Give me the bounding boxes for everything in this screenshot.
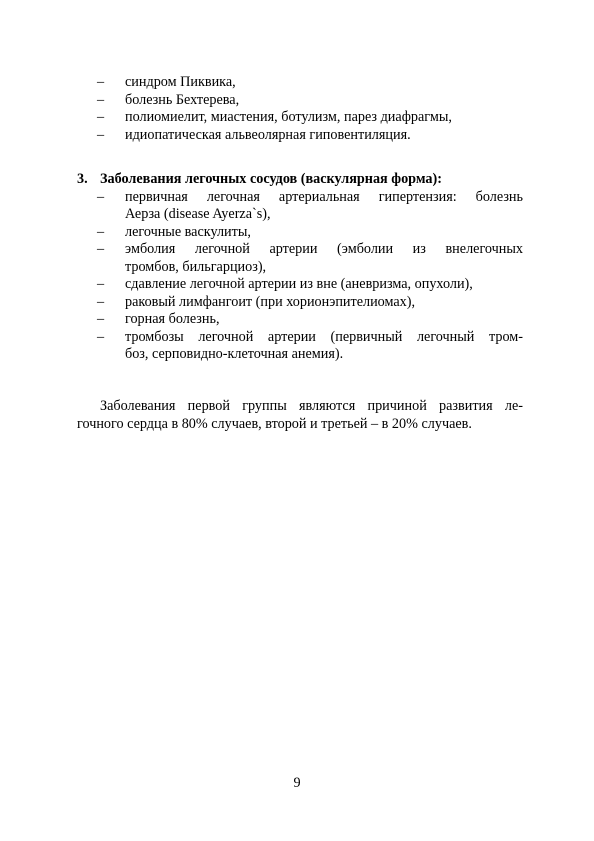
list-item <box>77 109 523 127</box>
list-item-line: тромбозы легочной артерии (первичный легочный тром- <box>125 328 523 345</box>
list-item-line: легочные васкулиты, <box>125 223 251 240</box>
list-item-line: боз, серповидно-клеточная анемия). <box>125 346 344 362</box>
list-item-text: идиопатическая альвеолярная гиповентиляция. <box>125 126 411 143</box>
dash-marker: – <box>97 74 105 90</box>
list-item <box>77 224 523 242</box>
list-item-line: сдавление легочной артерии из вне (аневризма, опухоли), <box>125 276 473 292</box>
list-item-text: болезнь Бехтерева, <box>125 91 240 108</box>
list-item-line: эмболия легочной артерии (эмболии из внелегочных <box>125 241 523 257</box>
list-item <box>77 311 523 329</box>
list-item-line: первичная легочная артериальная гипертензия: болезнь <box>125 188 523 205</box>
list-item <box>77 189 523 224</box>
paragraph-line: Заболевания первой группы являются причиной развития ле- <box>100 398 523 414</box>
list-item <box>77 92 523 110</box>
section-title: Заболевания легочных сосудов (васкулярная форма): <box>100 171 442 187</box>
list-item <box>77 241 523 276</box>
list-item <box>77 329 523 364</box>
dash-marker: – <box>97 293 105 310</box>
section-heading <box>77 171 523 189</box>
dash-marker: – <box>97 91 105 108</box>
dash-marker: – <box>97 241 105 257</box>
list-item <box>77 127 523 145</box>
list-item-line: тромбов, бильгарциоз), <box>125 258 267 275</box>
paragraph-line: гочного сердца в 80% случаев, второй и третьей – в 20% случаев. <box>77 415 472 432</box>
section-3 <box>77 171 523 364</box>
list-item-text: полиомиелит, миастения, ботулизм, парез диафрагмы, <box>125 109 452 125</box>
dash-marker: – <box>97 276 105 292</box>
dash-marker: – <box>97 328 105 345</box>
dash-marker: – <box>97 311 105 327</box>
dash-marker: – <box>97 188 105 205</box>
page-number: 9 <box>293 775 301 791</box>
section-number: 3. <box>77 171 88 187</box>
list-item <box>77 276 523 294</box>
body-paragraph <box>77 398 523 433</box>
list-item-line: Аерза (disease Ayerza`s), <box>125 206 271 222</box>
list-item <box>77 294 523 312</box>
list-item-text: синдром Пиквика, <box>125 74 236 90</box>
list-item <box>77 74 523 92</box>
dash-marker: – <box>97 126 105 143</box>
dash-marker: – <box>97 109 105 125</box>
list-item-line: раковый лимфангоит (при хорионэпителиомах), <box>125 293 416 310</box>
list-item-line: горная болезнь, <box>125 311 220 327</box>
list-top <box>77 74 523 144</box>
dash-marker: – <box>97 223 105 240</box>
